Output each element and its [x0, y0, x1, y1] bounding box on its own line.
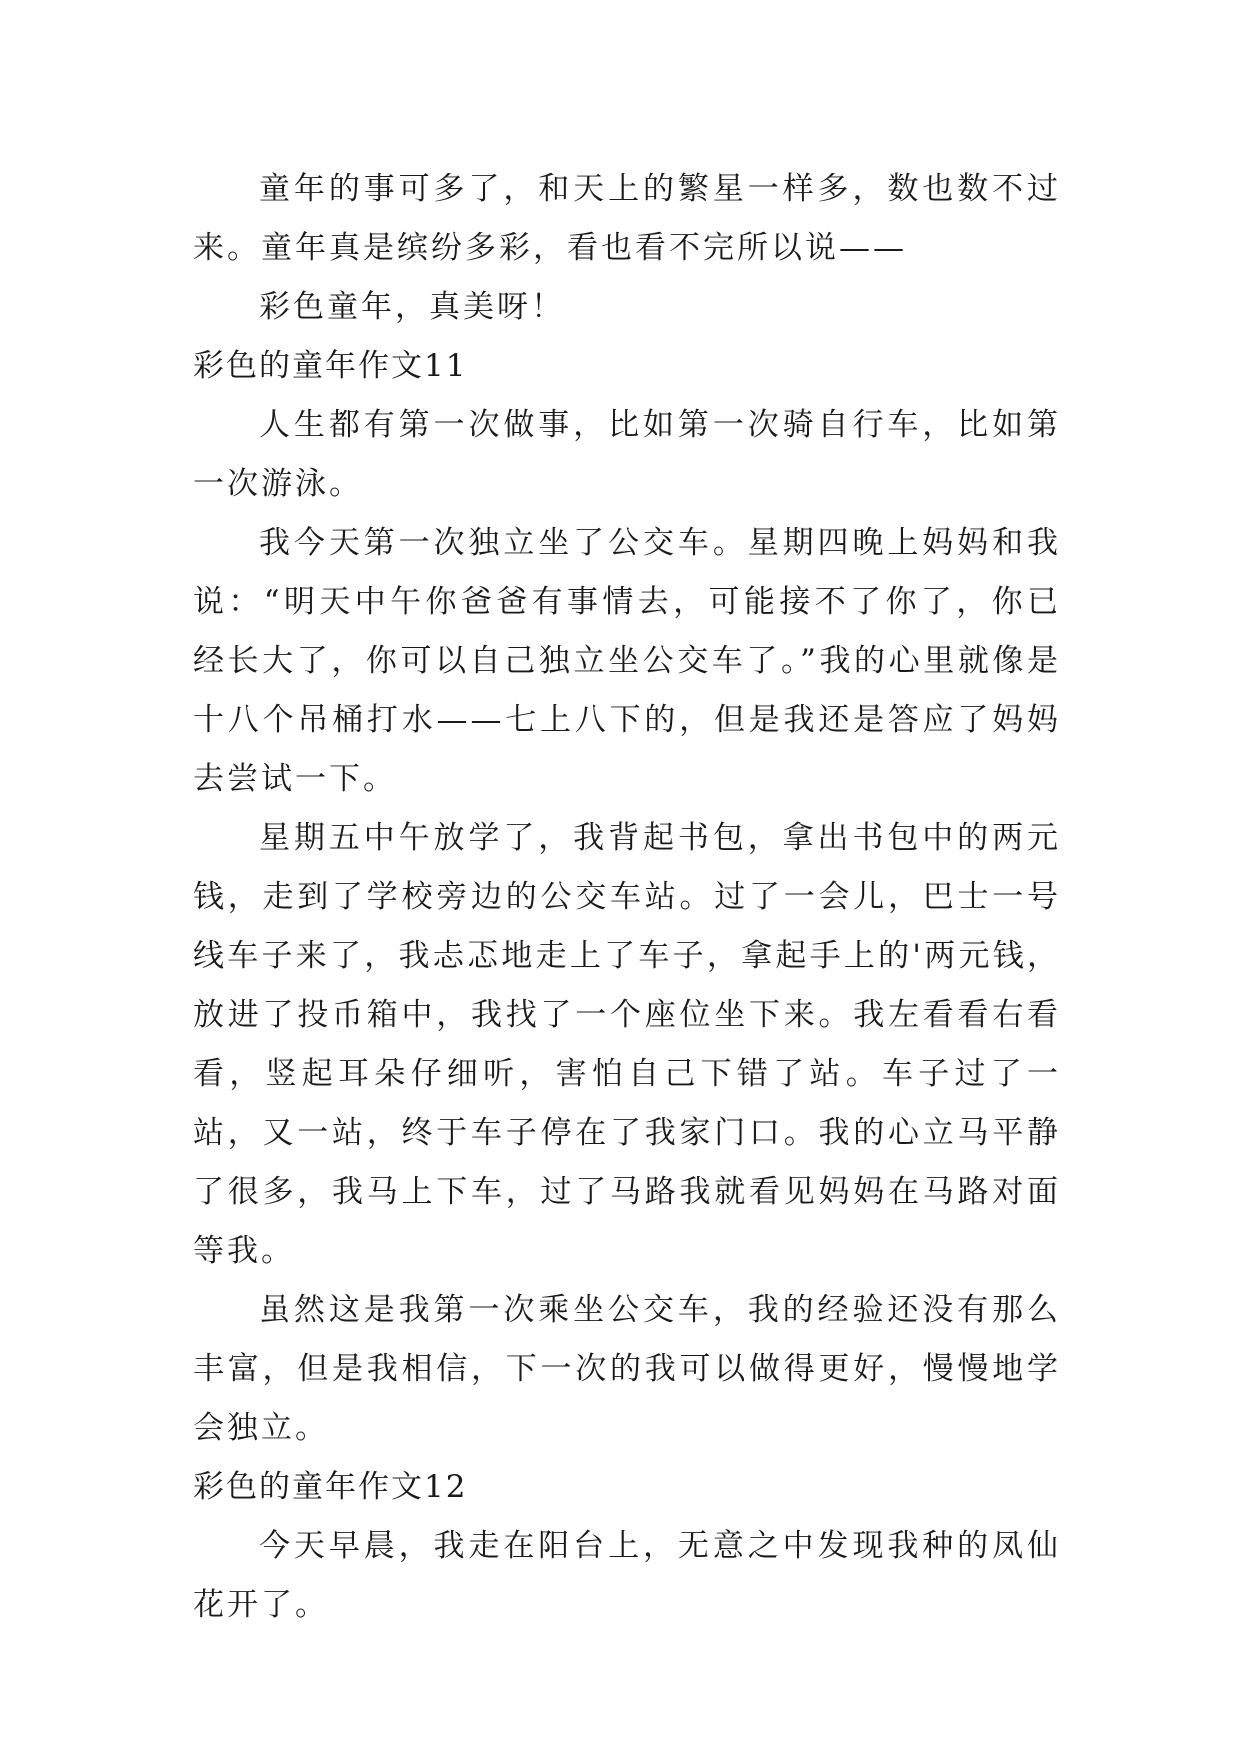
- section-heading: 彩色的童年作文12: [193, 1469, 468, 1505]
- paragraph: 人生都有第一次做事，比如第一次骑自行车，比如第一次游泳。: [193, 407, 1061, 502]
- paragraph: 彩色童年，真美呀！: [259, 289, 565, 325]
- paragraph: 童年的事可多了，和天上的繁星一样多，数也数不过来。童年真是缤纷多彩，看也看不完所以说——: [193, 171, 1061, 266]
- section-heading: 彩色的童年作文11: [193, 348, 468, 384]
- paragraph: 星期五中午放学了，我背起书包，拿出书包中的两元钱，走到了学校旁边的公交车站。过了一会儿，巴士一号线车子来了，我忐忑地走上了车子，拿起手上的'两元钱，放进了投币箱中，我找了一个座位坐下来。我左看看右看看，竖起耳朵仔细听，害怕自己下错了站。车子过了一站，又一站，终于车子停在了我家门口。我的心立马平静了很多，我马上下车，过了马路我就看见妈妈在马路对面等我。: [193, 820, 1061, 1269]
- paragraph: 虽然这是我第一次乘坐公交车，我的经验还没有那么丰富，但是我相信，下一次的我可以做得更好，慢慢地学会独立。: [193, 1292, 1061, 1446]
- document-body: [193, 160, 1061, 1635]
- paragraph: 我今天第一次独立坐了公交车。星期四晚上妈妈和我说：“明天中午你爸爸有事情去，可能接不了你了，你已经长大了，你可以自己独立坐公交车了。”我的心里就像是十八个吊桶打水——七上八下的，但是我还是答应了妈妈去尝试一下。: [193, 525, 1061, 797]
- paragraph: 今天早晨，我走在阳台上，无意之中发现我种的凤仙花开了。: [193, 1528, 1061, 1623]
